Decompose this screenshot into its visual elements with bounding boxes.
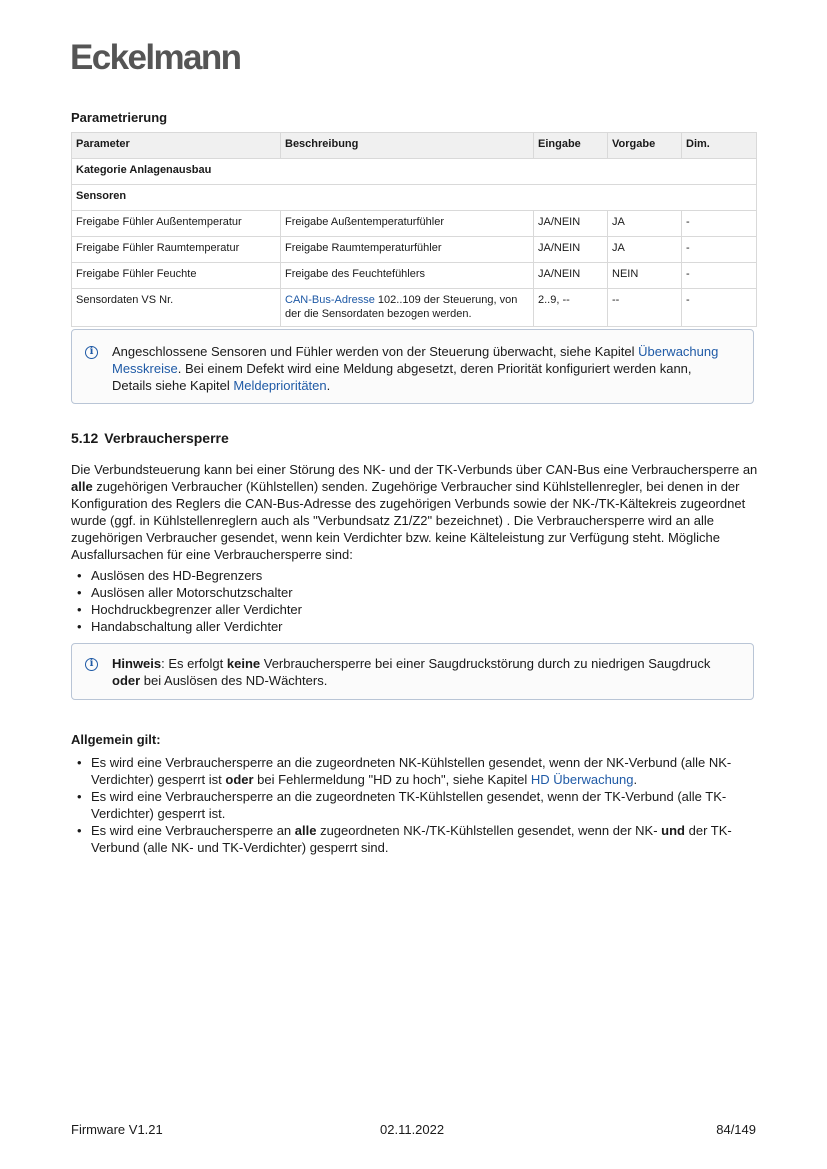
cause-list	[71, 567, 761, 635]
para-text: zugehörigen Verbraucher (Kühlstellen) senden. Zugehörige Verbraucher sind Kühlstellenregler, bei denen in der Konfiguration des Reglers die CAN-Bus-Adresse des zugehörigen Verbunds sowie der NK-/TK-Kältekreis zugeordnet wurde (ggf. in Kühlstellenreglern auch als "Verbundsatz Z1/Z2" bezeichnet) . Die Verbrauchersperre wird an alle zugehörigen Verbraucher gesendet, wenn kein Verdichter bzw. keine Kälteleistung zur Verfügung steht. Mögliche Ausfallursachen für eine Verbrauchersperre sind:	[71, 479, 746, 562]
note-text: bei Auslösen des ND-Wächters.	[140, 673, 328, 688]
list-item	[71, 754, 761, 788]
cell-default: JA	[608, 211, 682, 237]
hd-ueberwachung-link[interactable]: HD Überwachung	[530, 772, 634, 787]
cell-desc	[281, 289, 534, 327]
cell-default: NEIN	[608, 263, 682, 289]
info-icon: i	[85, 658, 98, 671]
cell-param: Sensordaten VS Nr.	[72, 289, 281, 327]
cell-default: --	[608, 289, 682, 327]
cell-dim: -	[682, 263, 757, 289]
note-text: : Es erfolgt	[161, 656, 227, 671]
para-text: Die Verbundsteuerung kann bei einer Störung des NK- und der TK-Verbunds über CAN-Bus eine Verbrauchersperre an	[71, 462, 758, 477]
list-item: • Auslösen des HD-Begrenzers	[71, 567, 761, 584]
cell-param: Freigabe Fühler Außentemperatur	[72, 211, 281, 237]
list-item	[71, 822, 761, 856]
cell-dim: -	[682, 289, 757, 327]
table-row	[72, 263, 757, 289]
table-row	[72, 289, 757, 327]
cell-input: 2..9, --	[534, 289, 608, 327]
note-text: .	[326, 378, 331, 393]
item-bold: oder	[225, 772, 254, 787]
note-text: Verbrauchersperre bei einer Saugdruckstörung durch zu niedrigen Saugdruck	[260, 656, 711, 671]
list-item: • Es wird eine Verbrauchersperre an die zugeordneten TK-Kühlstellen gesendet, wenn der TK-Verbund (alle TK-Verdichter) gesperrt ist.	[71, 788, 761, 822]
item-text: Es wird eine Verbrauchersperre an die zugeordneten NK-Kühlstellen gesendet, wenn der NK-Verbund (alle NK-Verdichter) gesperrt ist	[91, 755, 732, 787]
footer-page-number: 84/149	[716, 1122, 756, 1137]
note-text: Angeschlossene Sensoren und Fühler werden von der Steuerung überwacht, siehe Kapitel	[112, 344, 639, 359]
cell-desc: Freigabe des Feuchtefühlers	[281, 263, 534, 289]
cell-param: Freigabe Fühler Feuchte	[72, 263, 281, 289]
info-note-hinweis	[71, 643, 754, 700]
hinweis-label: Hinweis	[112, 656, 162, 671]
subcategory-row	[72, 185, 757, 211]
col-header-parameter: Parameter	[72, 133, 281, 159]
col-header-dim: Dim.	[682, 133, 757, 159]
note-text: . Bei einem Defekt wird eine Meldung abgesetzt, deren Priorität konfiguriert werden kann, Details siehe Kapitel	[112, 361, 692, 393]
cell-input: JA/NEIN	[534, 263, 608, 289]
item-bold: und	[661, 823, 685, 838]
info-note-sensors	[71, 329, 754, 404]
section-title: Verbrauchersperre	[104, 430, 229, 446]
item-text: bei Fehlermeldung "HD zu hoch", siehe Kapitel	[253, 772, 531, 787]
company-logo: Eckelmann	[70, 38, 241, 77]
note-bold: keine	[226, 656, 261, 671]
ueberwachung-messkreise-link[interactable]: Überwachung Messkreise	[112, 344, 719, 376]
cell-desc-text: 102..109 der Steuerung, von der die Sensordaten bezogen werden.	[285, 294, 518, 321]
footer-firmware: Firmware V1.21	[71, 1122, 163, 1137]
item-bold: alle	[294, 823, 317, 838]
cell-desc: Freigabe Raumtemperaturfühler	[281, 237, 534, 263]
cell-input: JA/NEIN	[534, 211, 608, 237]
allgemein-list	[71, 754, 761, 856]
cell-param: Freigabe Fühler Raumtemperatur	[72, 237, 281, 263]
note-bold: oder	[112, 673, 141, 688]
list-item: • Hochdruckbegrenzer aller Verdichter	[71, 601, 761, 618]
category-row	[72, 159, 757, 185]
category-label: Kategorie Anlagenausbau	[72, 159, 757, 185]
parametrierung-heading: Parametrierung	[71, 110, 168, 125]
table-row	[72, 211, 757, 237]
item-text: zugeordneten NK-/TK-Kühlstellen gesendet, wenn der NK-	[316, 823, 662, 838]
para-bold: alle	[71, 479, 93, 494]
table-row	[72, 237, 757, 263]
parameter-table	[71, 132, 757, 327]
can-bus-address-link[interactable]: CAN-Bus-Adresse	[285, 294, 375, 306]
col-header-beschreibung: Beschreibung	[281, 133, 534, 159]
cell-desc: Freigabe Außentemperaturfühler	[281, 211, 534, 237]
list-item: • Auslösen aller Motorschutzschalter	[71, 584, 761, 601]
cell-dim: -	[682, 211, 757, 237]
col-header-vorgabe: Vorgabe	[608, 133, 682, 159]
meldeprioritaeten-link[interactable]: Meldeprioritäten	[233, 378, 327, 393]
list-item: • Handabschaltung aller Verdichter	[71, 618, 761, 635]
item-text: Es wird eine Verbrauchersperre an	[91, 823, 295, 838]
section-paragraph	[71, 461, 761, 563]
info-icon: i	[85, 346, 98, 359]
cell-input: JA/NEIN	[534, 237, 608, 263]
cell-dim: -	[682, 237, 757, 263]
col-header-eingabe: Eingabe	[534, 133, 608, 159]
item-text: der TK-Verbund (alle NK- und TK-Verdichter) gesperrt sind.	[91, 823, 732, 855]
allgemein-heading: Allgemein gilt:	[71, 732, 161, 747]
subcategory-label: Sensoren	[72, 185, 757, 211]
item-text: .	[633, 772, 638, 787]
table-header-row	[72, 133, 757, 159]
footer-date: 02.11.2022	[380, 1122, 445, 1137]
section-number: 5.12	[71, 430, 99, 446]
cell-default: JA	[608, 237, 682, 263]
section-heading	[71, 430, 229, 446]
